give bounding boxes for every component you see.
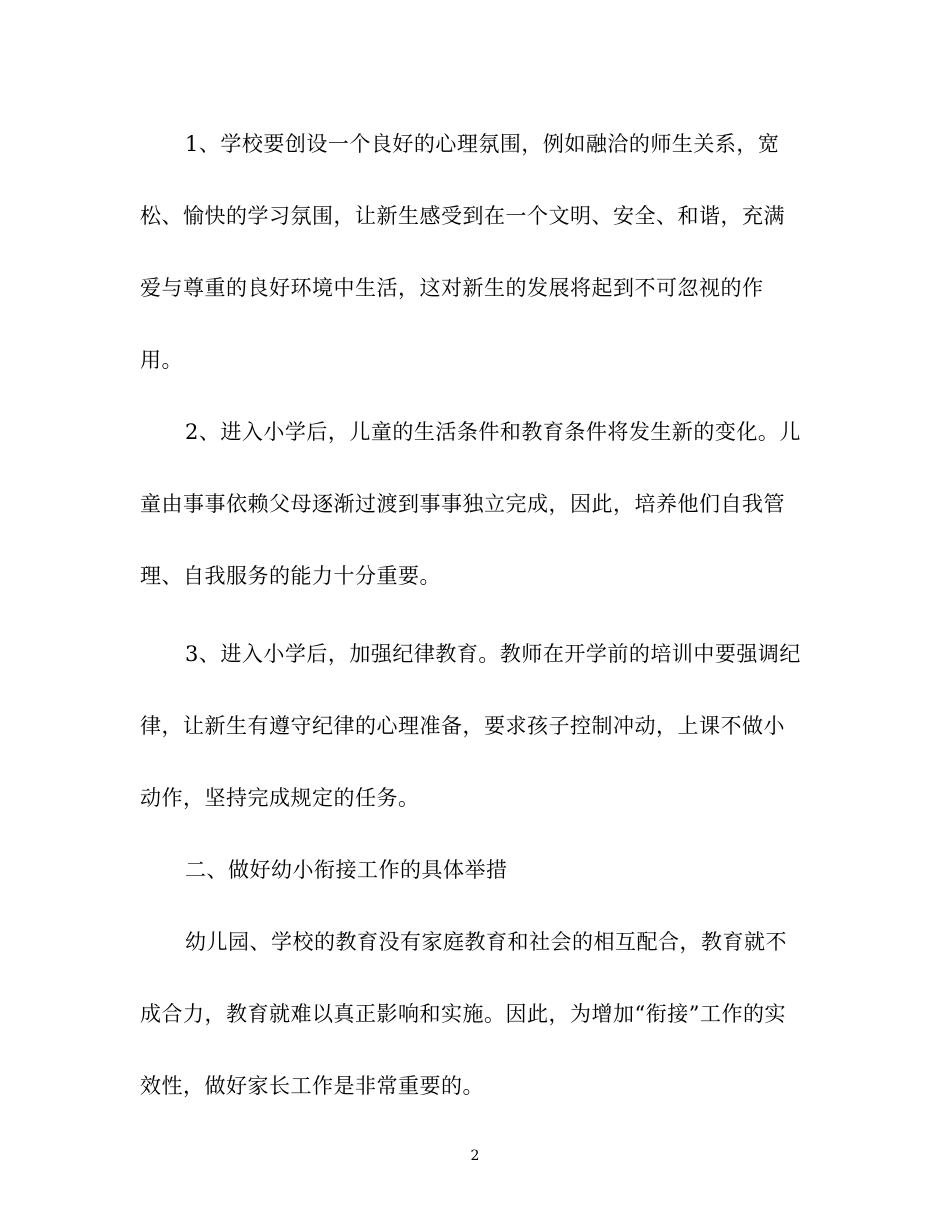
paragraph-2-line-3: 理、自我服务的能力十分重要。 [140,564,441,588]
paragraph-3-line-2: 律，让新生有遵守纪律的心理准备，要求孩子控制冲动，上课不做小 [140,714,785,738]
paragraph-4-line-1: 幼儿园、学校的教育没有家庭教育和社会的相互配合，教育就不 [185,930,787,954]
paragraph-2-line-1: 2、进入小学后，儿童的生活条件和教育条件将发生新的变化。儿 [185,420,801,444]
paragraph-4-line-2: 成合力，教育就难以真正影响和实施。因此，为增加“衔接”工作的实 [140,1002,786,1026]
page-number: 2 [470,1148,480,1164]
paragraph-1-line-4: 用。 [140,348,183,372]
paragraph-1-line-1: 1、学校要创设一个良好的心理氛围，例如融洽的师生关系，宽 [185,132,780,156]
paragraph-1-line-2: 松、愉快的学习氛围，让新生感受到在一个文明、安全、和谐，充满 [140,204,785,228]
paragraph-2-line-2: 童由事事依赖父母逐渐过渡到事事独立完成，因此，培养他们自我管 [140,492,785,516]
paragraph-4-line-3: 效性，做好家长工作是非常重要的。 [140,1074,484,1098]
paragraph-1-line-3: 爱与尊重的良好环境中生活，这对新生的发展将起到不可忽视的作 [140,276,764,300]
paragraph-3-line-3: 动作，坚持完成规定的任务。 [140,786,420,810]
section-heading: 二、做好幼小衔接工作的具体举措 [185,858,508,882]
paragraph-3-line-1: 3、进入小学后，加强纪律教育。教师在开学前的培训中要强调纪 [185,642,801,666]
